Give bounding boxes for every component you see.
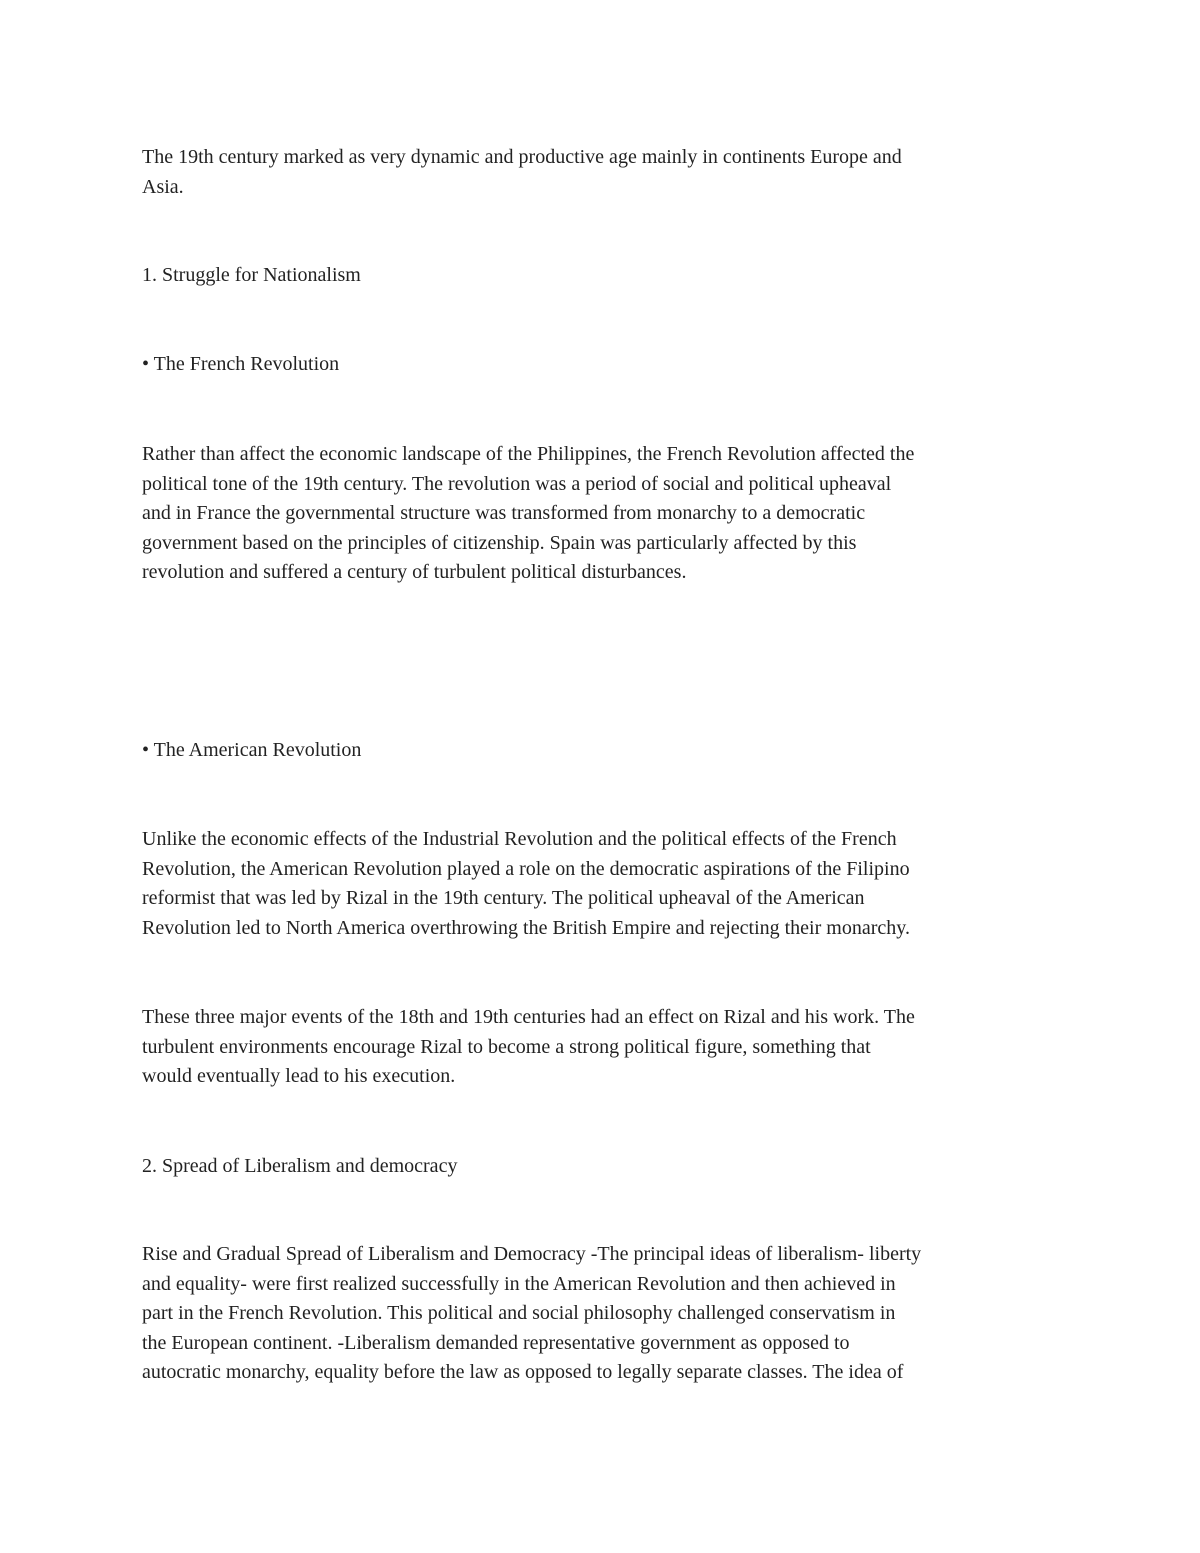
section-2-heading: 2. Spread of Liberalism and democracy [142, 1155, 458, 1177]
american-revolution-paragraph: Unlike the economic effects of the Industrial Revolution and the political effects of the French Revolution, the American Revolution played a role on the democratic aspirations of the Filipino reformist that was led by Rizal in the 19th century. The political upheaval of the American Revolution led to North America overthrowing the British Empire and rejecting their monarchy. [142, 828, 910, 939]
french-revolution-bullet: • The French Revolution [142, 353, 340, 375]
liberalism-paragraph: Rise and Gradual Spread of Liberalism and Democracy -The principal ideas of liberalism- liberty and equality- were first realized successfully in the American Revolution and then achieved in part in the French Revolution. This political and social philosophy challenged conservatism in the European continent. -Liberalism demanded representative government as opposed to autocratic monarchy, equality before the law as opposed to legally separate classes. The idea of [142, 1243, 922, 1383]
summary-paragraph: These three major events of the 18th and 19th centuries had an effect on Rizal and his work. The turbulent environments encourage Rizal to become a strong political figure, something that would eventually lead to his execution. [142, 1006, 915, 1087]
section-1-heading: 1. Struggle for Nationalism [142, 264, 361, 286]
american-revolution-bullet: • The American Revolution [142, 739, 362, 761]
intro-paragraph: The 19th century marked as very dynamic and productive age mainly in continents Europe and Asia. [142, 146, 902, 198]
french-revolution-paragraph: Rather than affect the economic landscape of the Philippines, the French Revolution affected the political tone of the 19th century. The revolution was a period of social and political upheaval and in France the governmental structure was transformed from monarchy to a democratic government based on the principles of citizenship. Spain was particularly affected by this revolution and suffered a century of turbulent political disturbances. [142, 443, 915, 583]
